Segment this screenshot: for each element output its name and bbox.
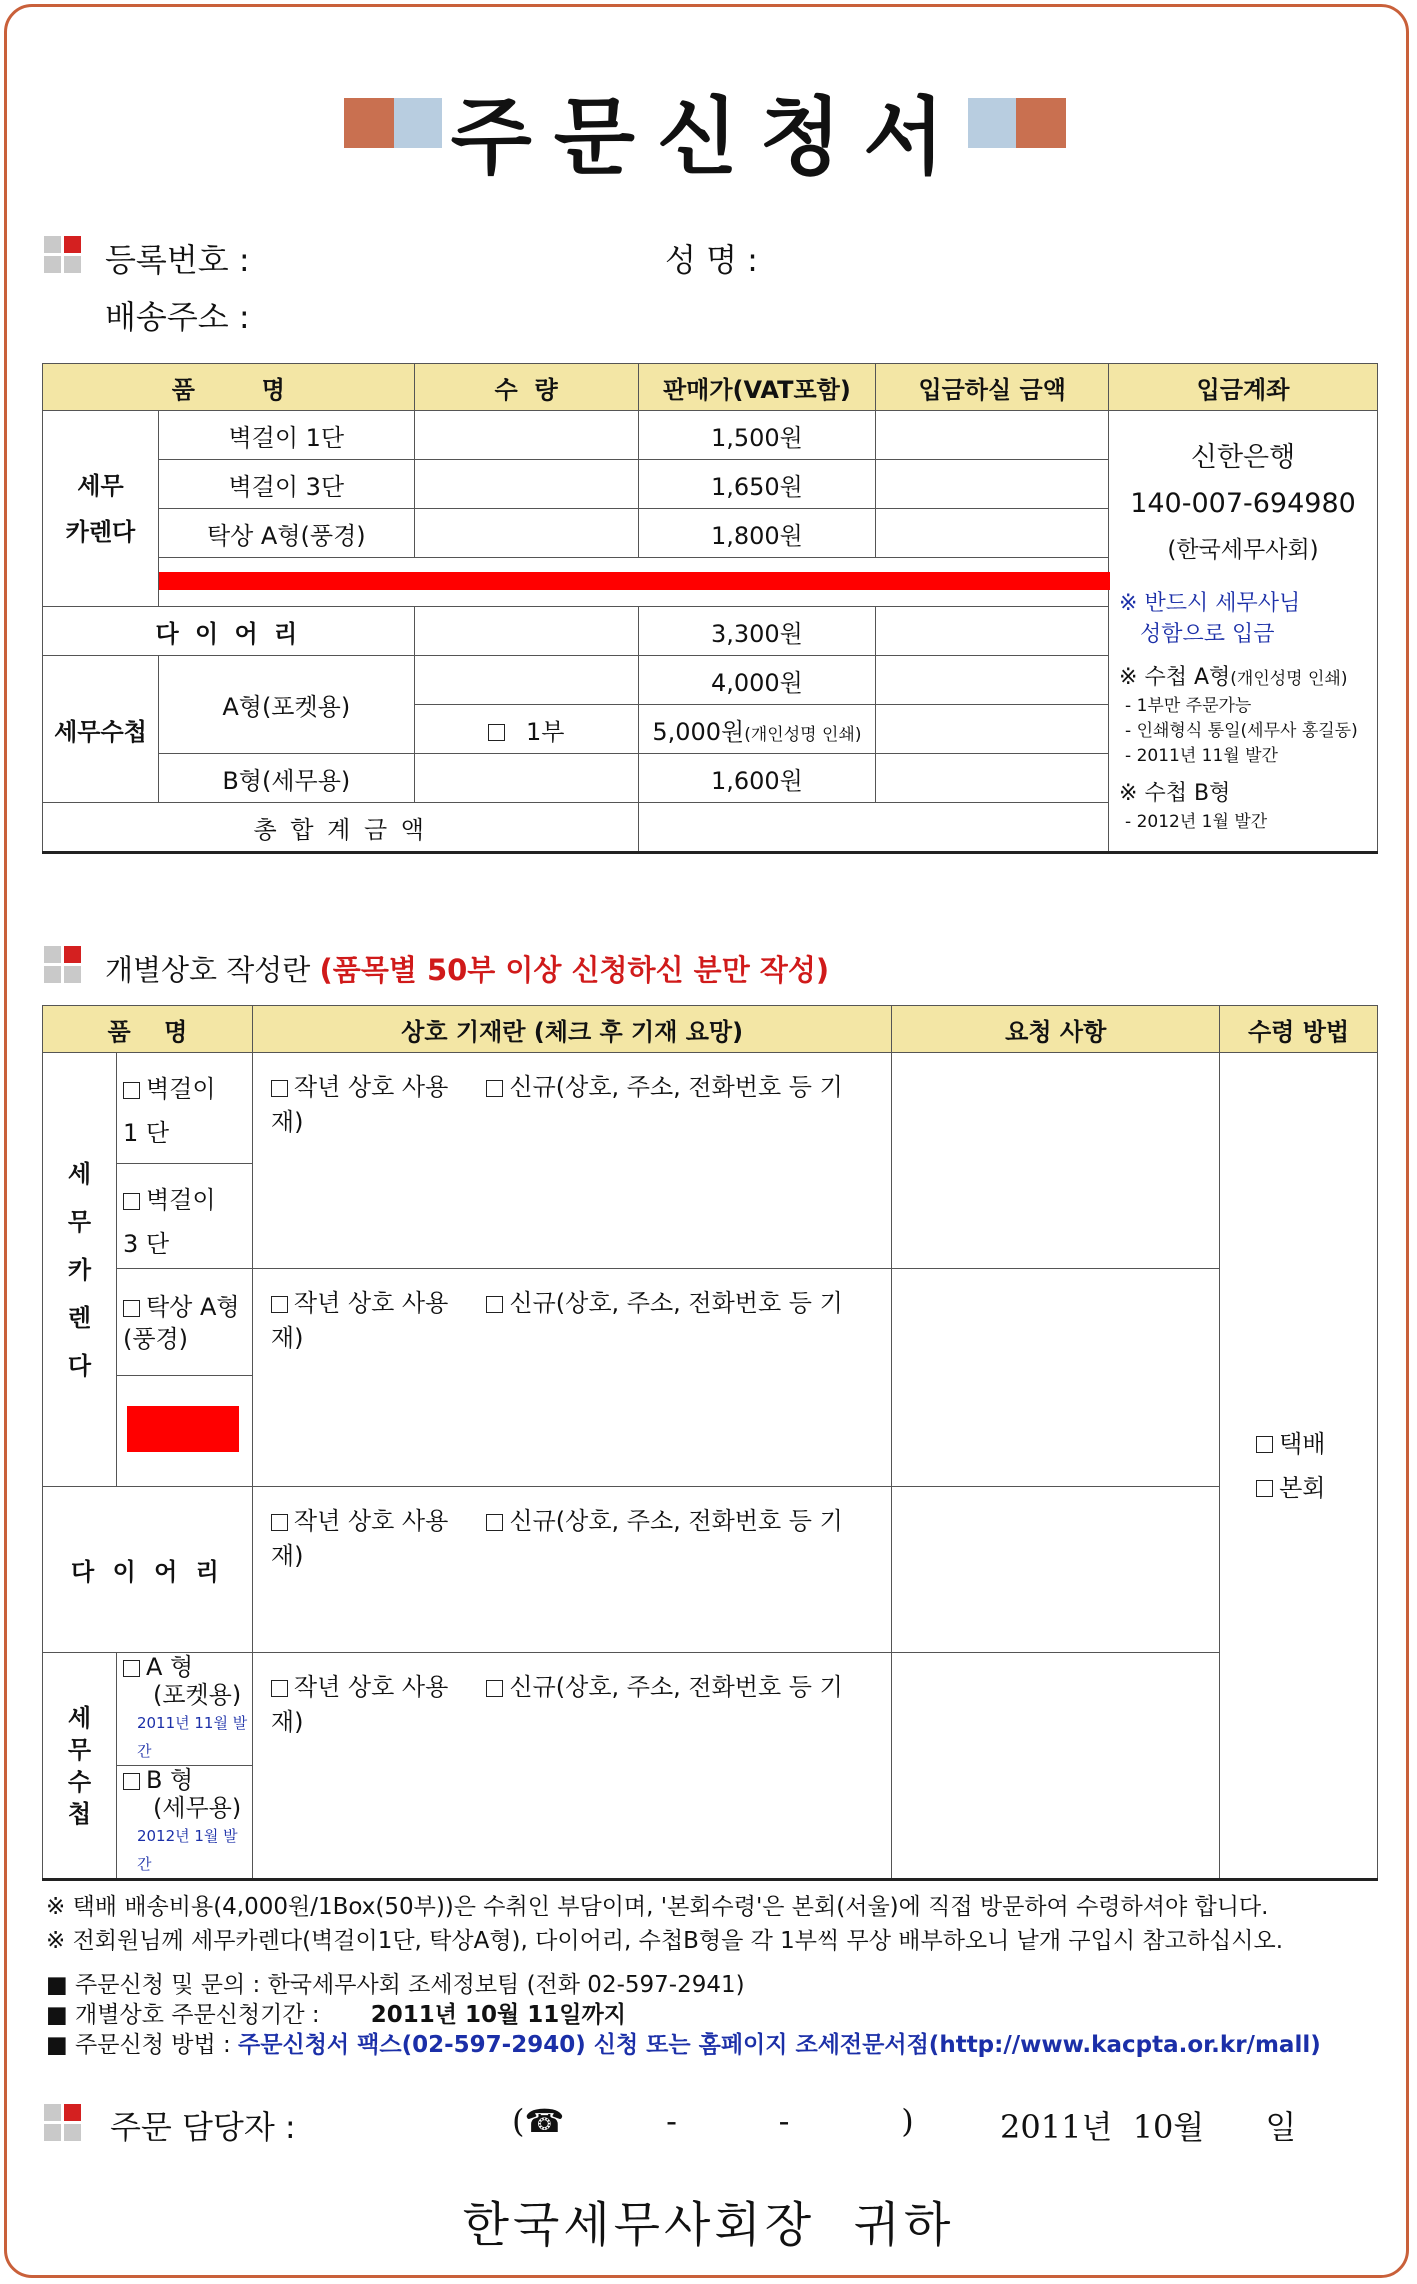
checkbox[interactable] bbox=[123, 1082, 140, 1099]
table-row bbox=[43, 411, 1378, 460]
diary-label: 다 이 어 리 bbox=[43, 607, 415, 656]
qty-cell[interactable] bbox=[414, 509, 638, 558]
recipient: 한국세무사회장 귀하 bbox=[462, 2197, 955, 2253]
amount-cell[interactable] bbox=[876, 705, 1109, 754]
request-cell[interactable] bbox=[892, 1487, 1220, 1653]
total-label: 총 합 계 금 액 bbox=[43, 803, 639, 853]
notebook-group-label: 세무수첩 bbox=[43, 656, 159, 803]
business-name-cell[interactable]: 작년 상호 사용 신규(상호, 주소, 전화번호 등 기재) bbox=[252, 1053, 891, 1269]
table-row bbox=[43, 1053, 1378, 1164]
order-date: 2011년 10월 일 bbox=[1000, 2108, 1297, 2146]
amount-cell[interactable] bbox=[876, 509, 1109, 558]
business-name-cell[interactable]: 작년 상호 사용 신규(상호, 주소, 전화번호 등 기재) bbox=[252, 1487, 891, 1653]
desk-option: 탁상 A형 (풍경) bbox=[116, 1269, 252, 1376]
square-bullet-icon: ■ bbox=[46, 2032, 76, 2058]
notebook-b-note-line: - 2012년 1월 발간 bbox=[1125, 812, 1268, 832]
amount-cell[interactable] bbox=[876, 460, 1109, 509]
price-cell: 4,000원 bbox=[638, 656, 876, 705]
table-row bbox=[43, 1487, 1378, 1653]
amount-cell[interactable] bbox=[876, 656, 1109, 705]
section2-title: 개별상호 작성란 (품목별 50부 이상 신청하신 분만 작성) bbox=[105, 953, 830, 987]
checkbox[interactable] bbox=[123, 1773, 140, 1790]
notebook-b-option: B 형 (세무용) 2012년 1월 발간 bbox=[116, 1766, 252, 1880]
page-title: 주문신청서 bbox=[450, 88, 967, 186]
custom-name-table bbox=[42, 1005, 1378, 1881]
title-deco-right-blue bbox=[968, 98, 1016, 148]
item-name: A형(포켓용) bbox=[158, 656, 414, 754]
col-request: 요청 사항 bbox=[892, 1006, 1220, 1053]
account-info bbox=[1109, 411, 1378, 853]
business-name-cell[interactable]: 작년 상호 사용 신규(상호, 주소, 전화번호 등 기재) bbox=[252, 1653, 891, 1880]
request-cell[interactable] bbox=[892, 1269, 1220, 1487]
notebook-a-note-line: - 2011년 11월 발간 bbox=[1125, 746, 1278, 766]
price-cell: 3,300원 bbox=[638, 607, 876, 656]
wall1-option: 벽걸이 1 단 bbox=[116, 1053, 252, 1164]
qty-cell[interactable] bbox=[414, 607, 638, 656]
col-qty: 수 량 bbox=[414, 364, 638, 411]
price-cell: 1,650원 bbox=[638, 460, 876, 509]
square-bullet-icon: ■ bbox=[46, 2002, 76, 2028]
redacted-cell bbox=[116, 1376, 252, 1487]
redacted-cell bbox=[158, 558, 1108, 607]
manager-phone[interactable]: (☎ - - ) bbox=[512, 2102, 914, 2140]
price-cell: 1,600원 bbox=[638, 754, 876, 803]
receive-method-cell bbox=[1220, 1053, 1378, 1880]
account-number: 140-007-694980 bbox=[1130, 488, 1356, 519]
wall3-option: 벽걸이 3 단 bbox=[116, 1164, 252, 1269]
receive-office-option: 본회 bbox=[1256, 1466, 1377, 1510]
col-amount: 입금하실 금액 bbox=[876, 364, 1109, 411]
calendar-group-label: 세 무 카 렌 다 bbox=[43, 1053, 117, 1487]
bank-name: 신한은행 bbox=[1190, 442, 1296, 473]
order-table-header bbox=[43, 364, 1378, 411]
notebook-a-note-line: - 인쇄형식 통일(세무사 홍길동) bbox=[1125, 721, 1358, 741]
square-bullet-icon: ■ bbox=[46, 1972, 76, 1998]
deposit-note: ※ 반드시 세무사님 성함으로 입금 bbox=[1119, 591, 1301, 647]
item-name: 벽걸이 3단 bbox=[158, 460, 414, 509]
notebook-a-option: A 형 (포켓용) 2011년 11월 발간 bbox=[116, 1653, 252, 1766]
redaction-bar bbox=[159, 572, 1110, 590]
section-bullet-icon bbox=[44, 2104, 84, 2144]
note-method: ■ 주문신청 방법 : 주문신청서 팩스(02-597-2940) 신청 또는 홈페이지 조세전문서점(http://www.kacpta.or.kr/mall) bbox=[46, 2032, 1321, 2058]
qty-cell[interactable] bbox=[414, 411, 638, 460]
account-holder: (한국세무사회) bbox=[1167, 537, 1319, 563]
col-account: 입금계좌 bbox=[1109, 364, 1378, 411]
section-bullet-icon bbox=[44, 236, 84, 276]
reg-no-label: 등록번호 : bbox=[105, 241, 250, 279]
amount-cell[interactable] bbox=[876, 607, 1109, 656]
amount-cell[interactable] bbox=[876, 411, 1109, 460]
price-cell: 1,800원 bbox=[638, 509, 876, 558]
calendar-group-label: 세무 카렌다 bbox=[43, 411, 159, 607]
item-name: B형(세무용) bbox=[158, 754, 414, 803]
checkbox[interactable] bbox=[123, 1193, 140, 1210]
address-label: 배송주소 : bbox=[105, 298, 250, 336]
checkbox[interactable] bbox=[123, 1300, 140, 1317]
qty-cell[interactable] bbox=[414, 460, 638, 509]
note-shipping: ※ 택배 배송비용(4,000원/1Box(50부))은 수취인 부담이며, '본회수령'은 본회(서울)에 직접 방문하여 수령하셔야 합니다. bbox=[46, 1894, 1269, 1920]
item-name: 탁상 A형(풍경) bbox=[158, 509, 414, 558]
notebook-a-note-line: - 1부만 주문가능 bbox=[1125, 696, 1252, 716]
section-bullet-icon bbox=[44, 946, 84, 986]
checkbox[interactable] bbox=[488, 724, 505, 741]
table-row bbox=[43, 1269, 1378, 1376]
col-item: 품 명 bbox=[43, 364, 415, 411]
order-table bbox=[42, 363, 1378, 854]
notebook-b-note-title: ※ 수첩 B형 bbox=[1119, 781, 1231, 806]
qty-cell[interactable] bbox=[414, 754, 638, 803]
col-business-name: 상호 기재란 (체크 후 기재 요망) bbox=[252, 1006, 891, 1053]
col-item: 품 명 bbox=[43, 1006, 253, 1053]
receive-courier-option: 택배 bbox=[1256, 1422, 1377, 1466]
qty-cell[interactable] bbox=[414, 656, 638, 705]
note-free-distribution: ※ 전회원님께 세무카렌다(벽걸이1단, 탁상A형), 다이어리, 수첩B형을 각 1부씩 무상 배부하오니 낱개 구입시 참고하십시오. bbox=[46, 1928, 1284, 1954]
col-receive-method: 수령 방법 bbox=[1220, 1006, 1378, 1053]
price-cell: 5,000원(개인성명 인쇄) bbox=[638, 705, 876, 754]
table-row bbox=[43, 1653, 1378, 1766]
item-name: 벽걸이 1단 bbox=[158, 411, 414, 460]
price-cell: 1,500원 bbox=[638, 411, 876, 460]
qty-checkbox-cell[interactable]: 1부 bbox=[414, 705, 638, 754]
title-deco-right-orange bbox=[1016, 98, 1066, 148]
diary-label: 다 이 어 리 bbox=[43, 1487, 253, 1653]
request-cell[interactable] bbox=[892, 1653, 1220, 1880]
name-label: 성 명 : bbox=[665, 241, 758, 279]
note-inquiry: ■ 주문신청 및 문의 : 한국세무사회 조세정보팀 (전화 02-597-2941) bbox=[46, 1972, 745, 1998]
note-period: ■ 개별상호 주문신청기간 : 2011년 10월 11일까지 bbox=[46, 2002, 626, 2028]
notebook-a-note-title: ※ 수첩 A형(개인성명 인쇄) bbox=[1119, 665, 1348, 690]
business-name-cell[interactable]: 작년 상호 사용 신규(상호, 주소, 전화번호 등 기재) bbox=[252, 1269, 891, 1487]
col-price: 판매가(VAT포함) bbox=[638, 364, 876, 411]
manager-label: 주문 담당자 : bbox=[110, 2108, 296, 2146]
notebook-group-label: 세 무 수 첩 bbox=[43, 1653, 117, 1880]
total-amount[interactable] bbox=[638, 803, 1109, 853]
request-cell[interactable] bbox=[892, 1053, 1220, 1269]
amount-cell[interactable] bbox=[876, 754, 1109, 803]
checkbox[interactable] bbox=[123, 1660, 140, 1677]
redaction-bar bbox=[127, 1406, 239, 1452]
